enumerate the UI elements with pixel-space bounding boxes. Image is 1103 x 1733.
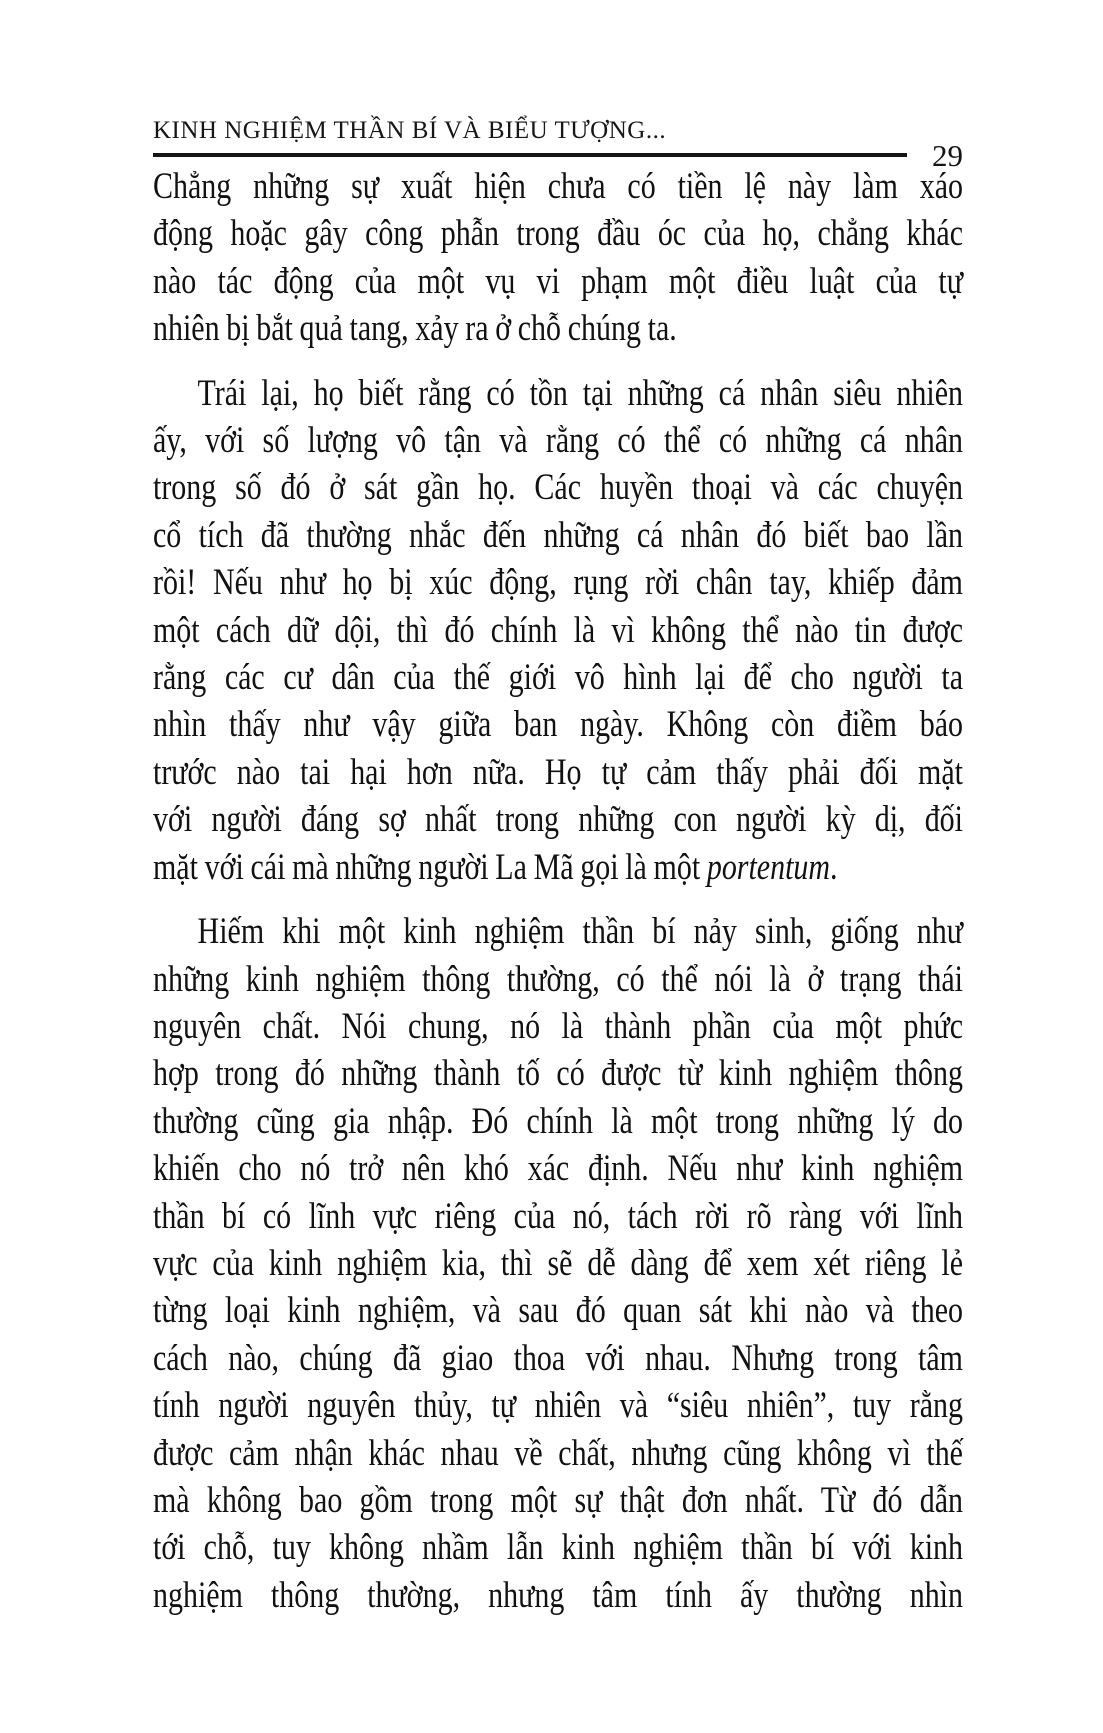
text-segment: với người đáng sợ nhất trong những con người kỳ dị, đối	[153, 799, 963, 841]
text-segment: trong số đó ở sát gần họ. Các huyền thoại và các chuyện	[153, 467, 963, 509]
text-segment: hợp trong đó những thành tố có được từ kinh nghiệm thông	[153, 1053, 963, 1095]
text-line	[153, 1145, 963, 1192]
text-segment: Trái lại, họ biết rằng có tồn tại những cá nhân siêu nhiên	[197, 372, 964, 414]
text-segment: rồi! Nếu như họ bị xúc động, rụng rời chân tay, khiếp đảm	[153, 562, 963, 604]
body-text	[153, 163, 963, 1619]
text-segment: mặt với cái mà những người La Mã gọi là một	[153, 846, 707, 888]
text-segment: Hiếm khi một kinh nghiệm thần bí nảy sinh, giống như	[197, 911, 964, 953]
page-number: 29	[932, 138, 963, 173]
paragraph	[153, 163, 963, 353]
text-segment: ấy, với số lượng vô tận và rằng có thể có những cá nhân	[153, 420, 963, 462]
text-line	[153, 1098, 963, 1145]
text-segment: Chẳng những sự xuất hiện chưa có tiền lệ này làm xáo	[153, 166, 963, 207]
header-rule	[153, 153, 907, 157]
text-segment: nhìn thấy như vậy giữa ban ngày. Không còn điềm báo	[153, 704, 963, 746]
text-line	[153, 1430, 963, 1477]
text-line	[153, 1050, 963, 1097]
text-line	[153, 417, 963, 464]
text-line	[153, 305, 963, 352]
text-segment: vực của kinh nghiệm kia, thì sẽ dễ dàng để xem xét riêng lẻ	[153, 1242, 963, 1284]
text-segment: động hoặc gây công phẫn trong đầu óc của họ, chẳng khác	[153, 213, 963, 255]
text-line	[153, 512, 963, 559]
paragraph	[153, 908, 963, 1619]
text-segment: thường cũng gia nhập. Đó chính là một trong những lý do	[153, 1100, 963, 1142]
running-title: KINH NGHIỆM THẦN BÍ VÀ BIỂU TƯỢNG...	[153, 117, 667, 144]
text-line	[153, 1572, 963, 1619]
text-line	[153, 1335, 963, 1382]
text-line	[153, 1287, 963, 1334]
text-segment: những kinh nghiệm thông thường, có thể nói là ở trạng thái	[153, 958, 963, 1000]
text-segment: nhiên bị bắt quả tang, xảy ra ở chỗ chúng ta.	[153, 308, 677, 350]
text-line	[153, 796, 963, 843]
text-line	[153, 464, 963, 511]
text-segment: nghiệm thông thường, nhưng tâm tính ấy thường nhìn	[153, 1574, 963, 1616]
paragraph	[153, 370, 963, 891]
text-segment: thần bí có lĩnh vực riêng của nó, tách rời rõ ràng với lĩnh	[153, 1195, 963, 1237]
text-line	[153, 844, 963, 891]
text-segment: nguyên chất. Nói chung, nó là thành phần của một phức	[153, 1005, 963, 1047]
text-segment: tính người nguyên thủy, tự nhiên và “siêu nhiên”, tuy rằng	[153, 1385, 963, 1427]
text-segment: tới chỗ, tuy không nhầm lẫn kinh nghiệm thần bí với kinh	[153, 1527, 963, 1569]
text-line	[153, 607, 963, 654]
text-segment: rằng các cư dân của thế giới vô hình lại để cho người ta	[153, 657, 963, 699]
text-segment: trước nào tai hại hơn nữa. Họ tự cảm thấy phải đối mặt	[153, 751, 963, 793]
text-line	[153, 1240, 963, 1287]
text-line	[153, 956, 963, 1003]
italic-term: portentum	[706, 846, 831, 888]
text-line	[153, 163, 963, 210]
text-line	[153, 1477, 963, 1524]
running-header	[153, 117, 963, 173]
text-line	[153, 210, 963, 257]
text-line	[153, 701, 963, 748]
text-line	[153, 1382, 963, 1429]
text-segment: nào tác động của một vụ vi phạm một điều luật của tự	[153, 260, 963, 302]
text-segment: một cách dữ dội, thì đó chính là vì không thể nào tin được	[153, 609, 963, 651]
text-segment: khiến cho nó trở nên khó xác định. Nếu như kinh nghiệm	[153, 1148, 963, 1190]
text-segment: được cảm nhận khác nhau về chất, nhưng cũng không vì thế	[153, 1432, 963, 1474]
text-line	[153, 654, 963, 701]
text-segment: .	[830, 846, 838, 888]
running-header-title-block	[153, 118, 907, 157]
text-segment: cách nào, chúng đã giao thoa với nhau. Nhưng trong tâm	[153, 1337, 963, 1379]
text-line	[153, 1524, 963, 1571]
text-line	[153, 258, 963, 305]
text-line	[153, 559, 963, 606]
text-line	[153, 1003, 963, 1050]
text-line	[153, 749, 963, 796]
text-segment: cổ tích đã thường nhắc đến những cá nhân đó biết bao lần	[153, 514, 963, 556]
text-segment: từng loại kinh nghiệm, và sau đó quan sát khi nào và theo	[153, 1290, 963, 1332]
text-line	[153, 908, 963, 955]
text-segment: mà không bao gồm trong một sự thật đơn nhất. Từ đó dẫn	[153, 1479, 963, 1521]
text-line	[153, 370, 963, 417]
text-line	[153, 1193, 963, 1240]
